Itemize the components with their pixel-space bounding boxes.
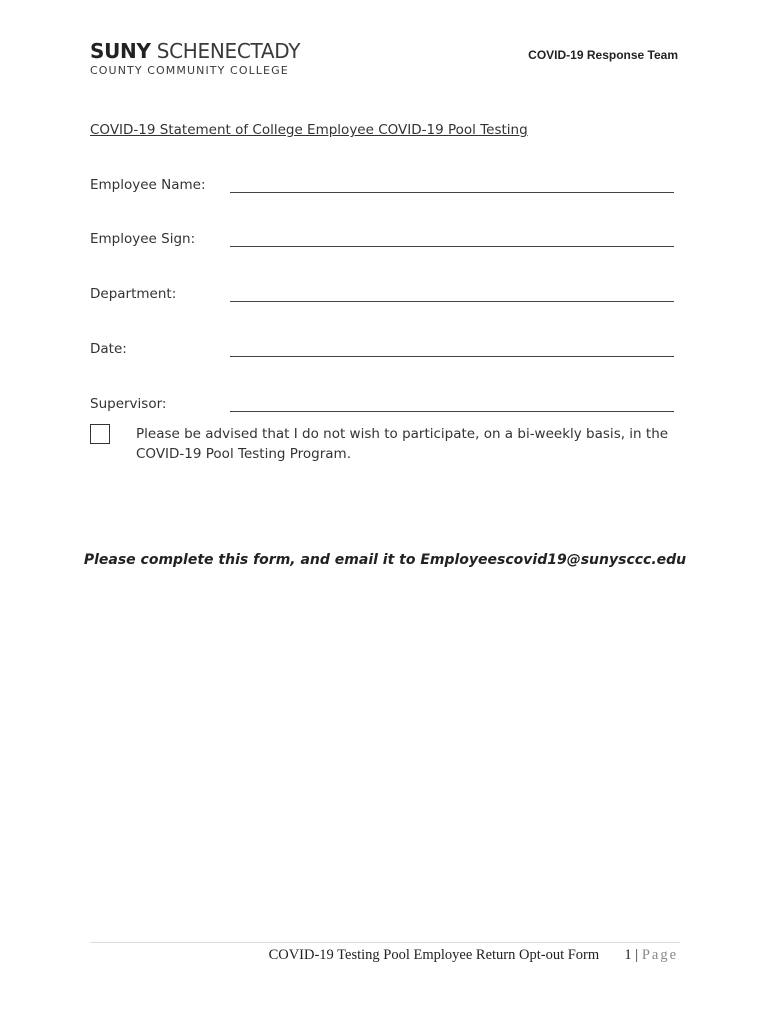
footer-separator: | — [635, 947, 639, 963]
employee-name-label: Employee Name: — [90, 177, 206, 193]
logo-suny: SUNY — [90, 39, 151, 63]
employee-sign-field[interactable] — [90, 231, 674, 251]
optout-checkbox[interactable] — [90, 424, 110, 444]
date-line[interactable] — [230, 356, 674, 357]
optout-statement: Please be advised that I do not wish to participate, on a bi-weekly basis, in the COVID-19 Pool Testing Program. — [136, 426, 669, 462]
department-label: Department: — [90, 286, 177, 302]
employee-name-field[interactable] — [90, 177, 674, 197]
employee-name-line[interactable] — [230, 192, 674, 193]
supervisor-line[interactable] — [230, 411, 674, 412]
page-footer — [269, 947, 678, 964]
supervisor-label: Supervisor: — [90, 396, 167, 412]
footer-page-number: 1 — [624, 947, 632, 963]
form-title: COVID-19 Statement of College Employee COVID-19 Pool Testing — [90, 122, 528, 138]
department-line[interactable] — [230, 301, 674, 302]
supervisor-field[interactable] — [90, 396, 674, 416]
date-field[interactable] — [90, 341, 674, 361]
logo-schenectady: SCHENECTADY — [156, 39, 301, 63]
college-logo — [90, 40, 300, 77]
footer-doc-title: COVID-19 Testing Pool Employee Return Opt-out Form — [268, 947, 600, 963]
employee-sign-line[interactable] — [230, 246, 674, 247]
employee-sign-label: Employee Sign: — [90, 231, 196, 247]
footer-page-word: Page — [641, 947, 678, 963]
email-instruction: Please complete this form, and email it to Employeescovid19@sunysccc.edu — [83, 552, 687, 568]
date-label: Date: — [90, 341, 127, 357]
logo-wordmark — [90, 40, 300, 62]
logo-subtitle: COUNTY COMMUNITY COLLEGE — [90, 64, 289, 77]
footer-divider — [90, 942, 680, 943]
response-team-label: COVID-19 Response Team — [528, 48, 678, 62]
department-field[interactable] — [90, 286, 674, 306]
